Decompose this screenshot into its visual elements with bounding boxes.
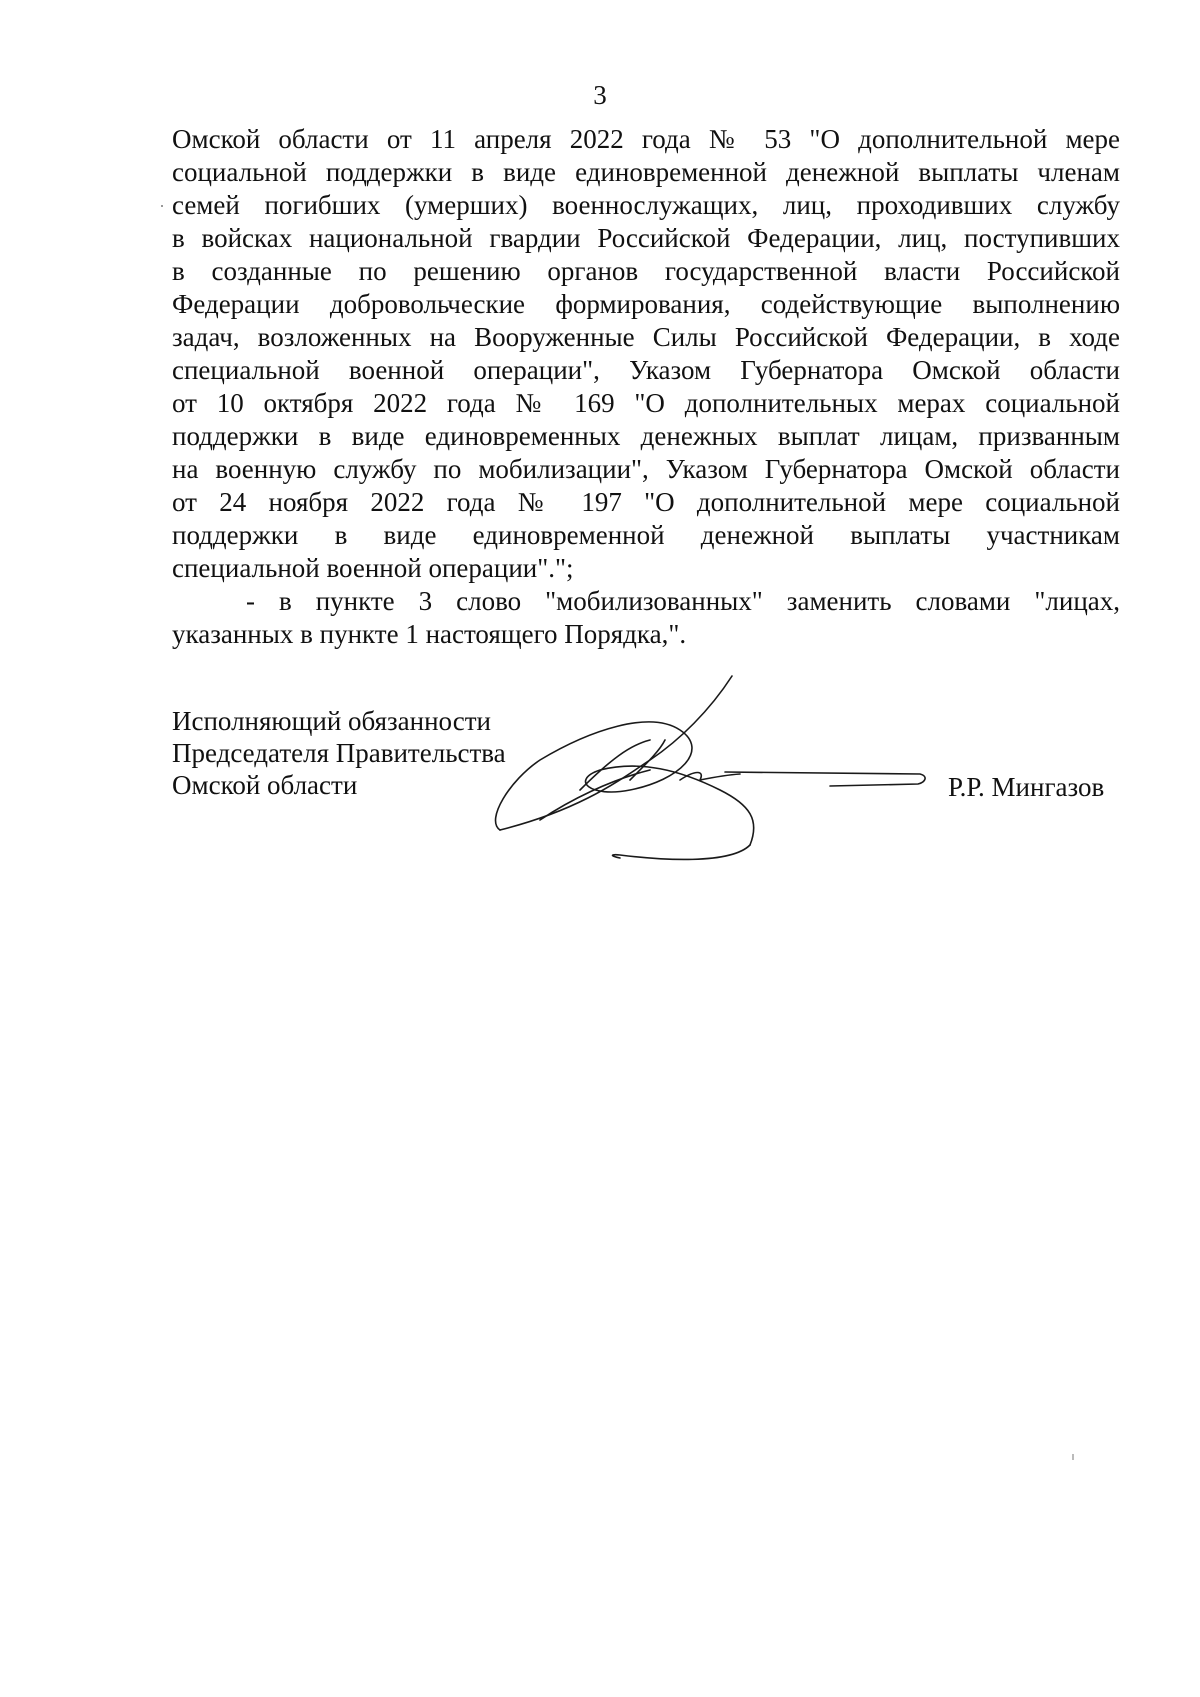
body-line-indented: - в пункте 3 слово "мобилизованных" заменить словами "лицах, — [246, 586, 1120, 616]
body-line: задач, возложенных на Вооруженные Силы Российской Федерации, в ходе — [172, 322, 1120, 352]
position-line: Омской области — [172, 770, 358, 800]
body-line: социальной поддержки в виде единовременной денежной выплаты членам — [172, 157, 1120, 187]
body-line: специальной военной операции"."; — [172, 553, 574, 583]
body-line: от 10 октября 2022 года № 169 "О дополнительных мерах социальной — [172, 388, 1120, 418]
position-line: Председателя Правительства — [172, 738, 506, 768]
body-line: семей погибших (умерших) военнослужащих, лиц, проходивших службу — [172, 190, 1120, 220]
body-line: в созданные по решению органов государственной власти Российской — [172, 256, 1120, 286]
body-line: от 24 ноября 2022 года № 197 "О дополнительной мере социальной — [172, 487, 1120, 517]
body-line: Федерации добровольческие формирования, содействующие выполнению — [172, 289, 1120, 319]
position-line: Исполняющий обязанности — [172, 706, 491, 736]
signatory-position — [172, 705, 506, 801]
body-line: поддержки в виде единовременной денежной выплаты участникам — [172, 520, 1120, 550]
page-number: 3 — [593, 80, 607, 110]
body-line: в войсках национальной гвардии Российской Федерации, лиц, поступивших — [172, 223, 1120, 253]
body-line: указанных в пункте 1 настоящего Порядка,". — [172, 619, 687, 649]
handwritten-signature-icon — [480, 670, 940, 870]
body-line: специальной военной операции", Указом Губернатора Омской области — [172, 355, 1120, 385]
body-line: Омской области от 11 апреля 2022 года № 53 "О дополнительной мере — [172, 124, 1120, 154]
scan-speck — [161, 205, 163, 207]
scan-speck — [1072, 1454, 1074, 1460]
signer-name: Р.Р. Мингазов — [948, 772, 1105, 802]
body-line: на военную службу по мобилизации", Указом Губернатора Омской области — [172, 454, 1120, 484]
document-body — [172, 123, 1120, 651]
body-line: поддержки в виде единовременных денежных выплат лицам, призванным — [172, 421, 1120, 451]
